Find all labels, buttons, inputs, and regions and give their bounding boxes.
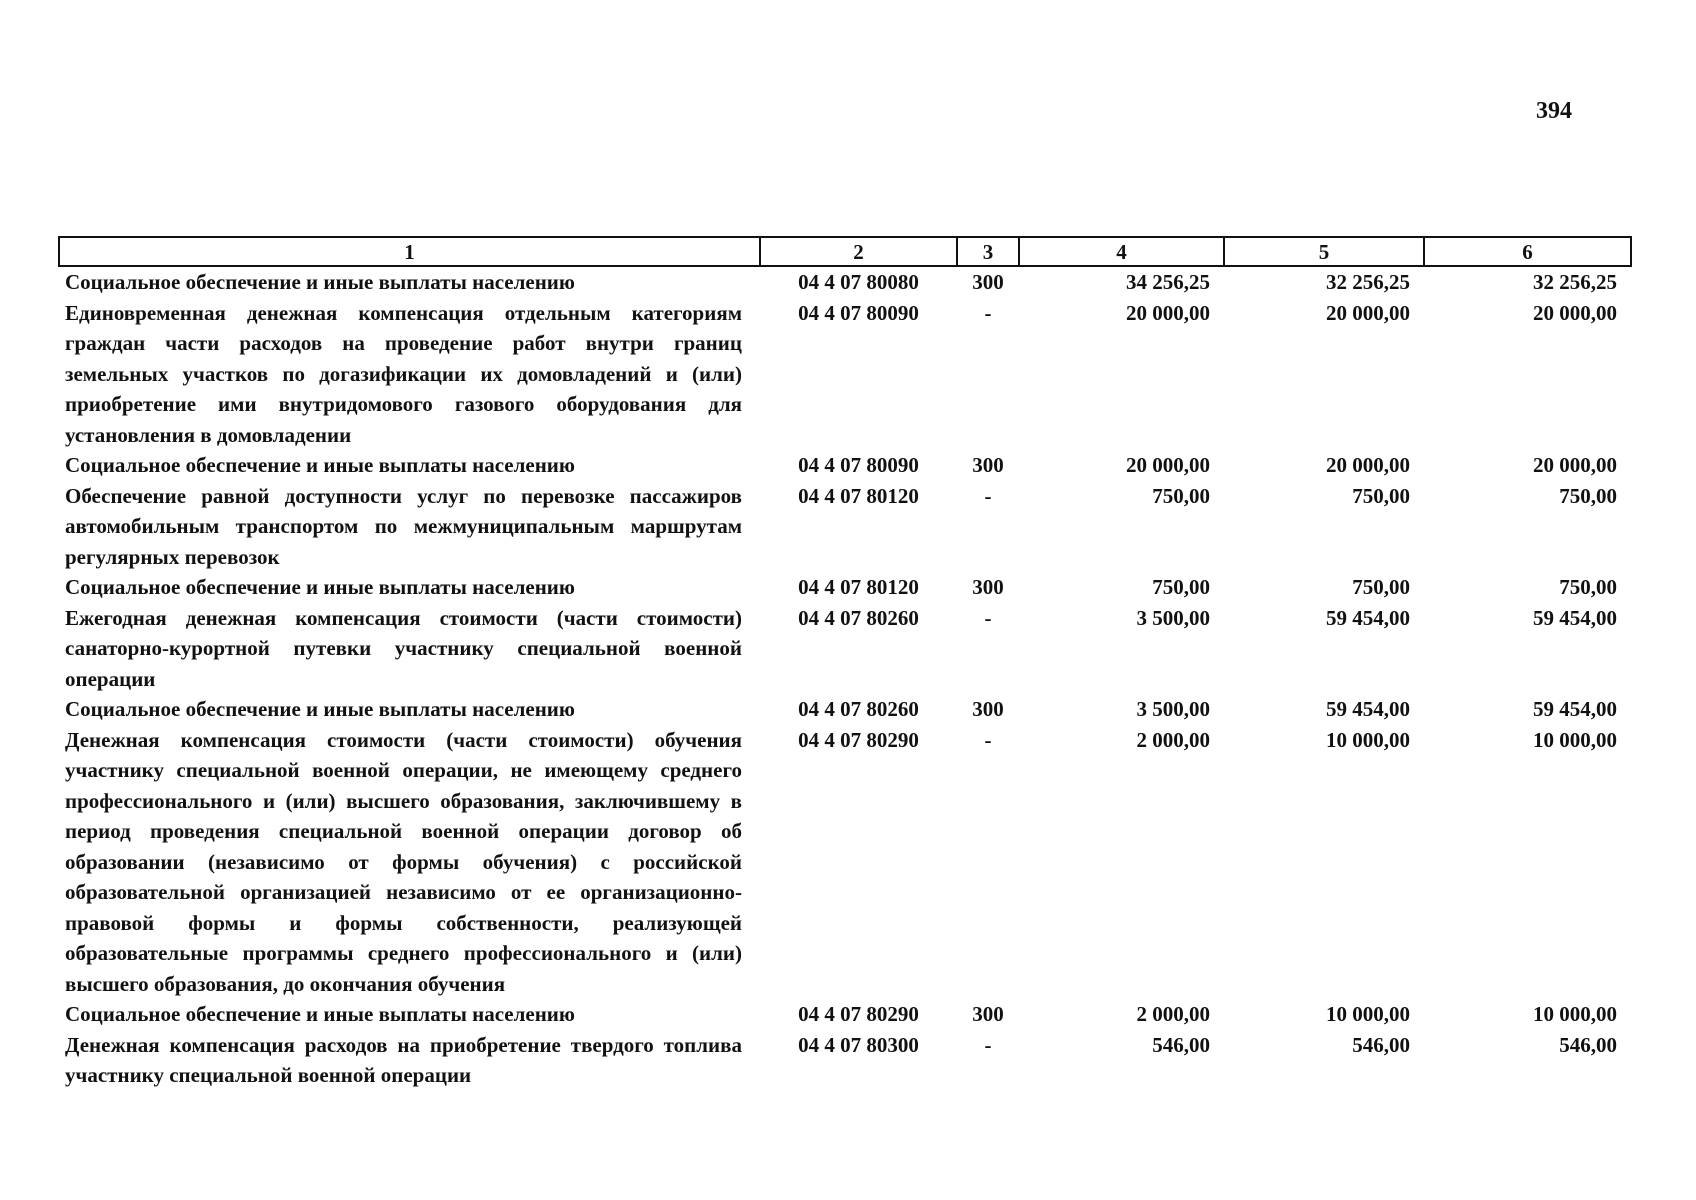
row-name: Денежная компенсация стоимости (части стоимости) обучения участнику специальной военной операции, не имеющему среднего профессионального и (или) высшего образования, заключившему в период проведения специальной военной операции договор об образовании (независимо от формы обучения) с российской образовательной организацией независимо от ее организационно-правовой формы и формы собственности, реализующей образовательные программы среднего профессионального и (или) высшего образования, до окончания обучения bbox=[65, 727, 742, 996]
table-header bbox=[59, 237, 1631, 266]
row-name: Единовременная денежная компенсация отдельным категориям граждан части расходов на проведение работ внутри границ земельных участков по догазификации их домовладений и (или) приобретение ими внутридомового газового оборудования для установления в домовладении bbox=[65, 300, 742, 447]
row-type: - bbox=[984, 727, 992, 752]
row-value-5: 20 000,00 bbox=[1326, 453, 1410, 477]
column-header-3: 3 bbox=[957, 237, 1019, 266]
row-value-4: 546,00 bbox=[1152, 1032, 1210, 1057]
row-value-6: 10 000,00 bbox=[1533, 1002, 1617, 1026]
row-value-6: 546,00 bbox=[1559, 1032, 1617, 1057]
row-name: Социальное обеспечение и иные выплаты населению bbox=[65, 575, 575, 599]
table-row bbox=[59, 1030, 1631, 1091]
row-value-5: 10 000,00 bbox=[1326, 727, 1410, 752]
row-value-4: 3 500,00 bbox=[1136, 605, 1210, 630]
row-code: 04 4 07 80260 bbox=[798, 697, 919, 721]
row-value-5: 750,00 bbox=[1352, 483, 1410, 508]
row-value-4: 750,00 bbox=[1152, 575, 1210, 599]
column-header-6: 6 bbox=[1424, 237, 1631, 266]
row-value-4: 750,00 bbox=[1152, 483, 1210, 508]
row-code: 04 4 07 80260 bbox=[798, 605, 919, 630]
table-row bbox=[59, 572, 1631, 603]
row-name: Ежегодная денежная компенсация стоимости (части стоимости) санаторно-курортной путевки участнику специальной военной операции bbox=[65, 605, 742, 691]
table-row bbox=[59, 603, 1631, 695]
row-name: Денежная компенсация расходов на приобретение твердого топлива участнику специальной военной операции bbox=[65, 1032, 742, 1087]
row-value-6: 59 454,00 bbox=[1533, 605, 1617, 630]
row-code: 04 4 07 80090 bbox=[798, 453, 919, 477]
table-row bbox=[59, 298, 1631, 451]
table-row bbox=[59, 694, 1631, 725]
row-name: Социальное обеспечение и иные выплаты населению bbox=[65, 453, 575, 477]
row-value-5: 20 000,00 bbox=[1326, 300, 1410, 325]
row-code: 04 4 07 80120 bbox=[798, 483, 919, 508]
row-value-5: 59 454,00 bbox=[1326, 697, 1410, 721]
row-name: Обеспечение равной доступности услуг по перевозке пассажиров автомобильным транспортом по межмуниципальным маршрутам регулярных перевозок bbox=[65, 483, 742, 569]
row-code: 04 4 07 80080 bbox=[798, 270, 919, 294]
column-header-2: 2 bbox=[760, 237, 957, 266]
row-value-4: 20 000,00 bbox=[1126, 300, 1210, 325]
table-body bbox=[59, 266, 1631, 1091]
row-value-6: 10 000,00 bbox=[1533, 727, 1617, 752]
row-type: - bbox=[984, 483, 992, 508]
page-number: 394 bbox=[1536, 98, 1572, 124]
column-header-4: 4 bbox=[1019, 237, 1224, 266]
row-value-6: 750,00 bbox=[1559, 483, 1617, 508]
row-value-5: 59 454,00 bbox=[1326, 605, 1410, 630]
row-code: 04 4 07 80290 bbox=[798, 727, 919, 752]
row-code: 04 4 07 80290 bbox=[798, 1002, 919, 1026]
table-row bbox=[59, 999, 1631, 1030]
row-value-5: 10 000,00 bbox=[1326, 1002, 1410, 1026]
row-value-4: 20 000,00 bbox=[1126, 453, 1210, 477]
row-value-4: 3 500,00 bbox=[1136, 697, 1210, 721]
row-type: 300 bbox=[972, 1002, 1004, 1026]
row-value-5: 546,00 bbox=[1352, 1032, 1410, 1057]
table-row bbox=[59, 725, 1631, 1000]
row-value-6: 32 256,25 bbox=[1533, 270, 1617, 294]
row-type: - bbox=[984, 1032, 992, 1057]
table-row bbox=[59, 266, 1631, 298]
row-value-6: 20 000,00 bbox=[1533, 300, 1617, 325]
column-header-1: 1 bbox=[59, 237, 760, 266]
row-name: Социальное обеспечение и иные выплаты населению bbox=[65, 270, 575, 294]
header-row bbox=[59, 237, 1631, 266]
budget-table bbox=[58, 236, 1632, 1091]
column-header-5: 5 bbox=[1224, 237, 1424, 266]
row-value-5: 750,00 bbox=[1352, 575, 1410, 599]
row-type: - bbox=[984, 605, 992, 630]
row-type: 300 bbox=[972, 697, 1004, 721]
row-value-6: 20 000,00 bbox=[1533, 453, 1617, 477]
table-row bbox=[59, 450, 1631, 481]
row-type: 300 bbox=[972, 575, 1004, 599]
row-code: 04 4 07 80090 bbox=[798, 300, 919, 325]
row-type: 300 bbox=[972, 453, 1004, 477]
row-code: 04 4 07 80120 bbox=[798, 575, 919, 599]
row-name: Социальное обеспечение и иные выплаты населению bbox=[65, 697, 575, 721]
row-value-6: 59 454,00 bbox=[1533, 697, 1617, 721]
row-value-4: 2 000,00 bbox=[1136, 727, 1210, 752]
row-value-4: 2 000,00 bbox=[1136, 1002, 1210, 1026]
budget-table-container bbox=[58, 236, 1630, 1091]
table-row bbox=[59, 481, 1631, 573]
row-type: 300 bbox=[972, 270, 1004, 294]
row-value-6: 750,00 bbox=[1559, 575, 1617, 599]
row-type: - bbox=[984, 300, 992, 325]
row-code: 04 4 07 80300 bbox=[798, 1032, 919, 1057]
row-name: Социальное обеспечение и иные выплаты населению bbox=[65, 1002, 575, 1026]
row-value-4: 34 256,25 bbox=[1126, 270, 1210, 294]
row-value-5: 32 256,25 bbox=[1326, 270, 1410, 294]
